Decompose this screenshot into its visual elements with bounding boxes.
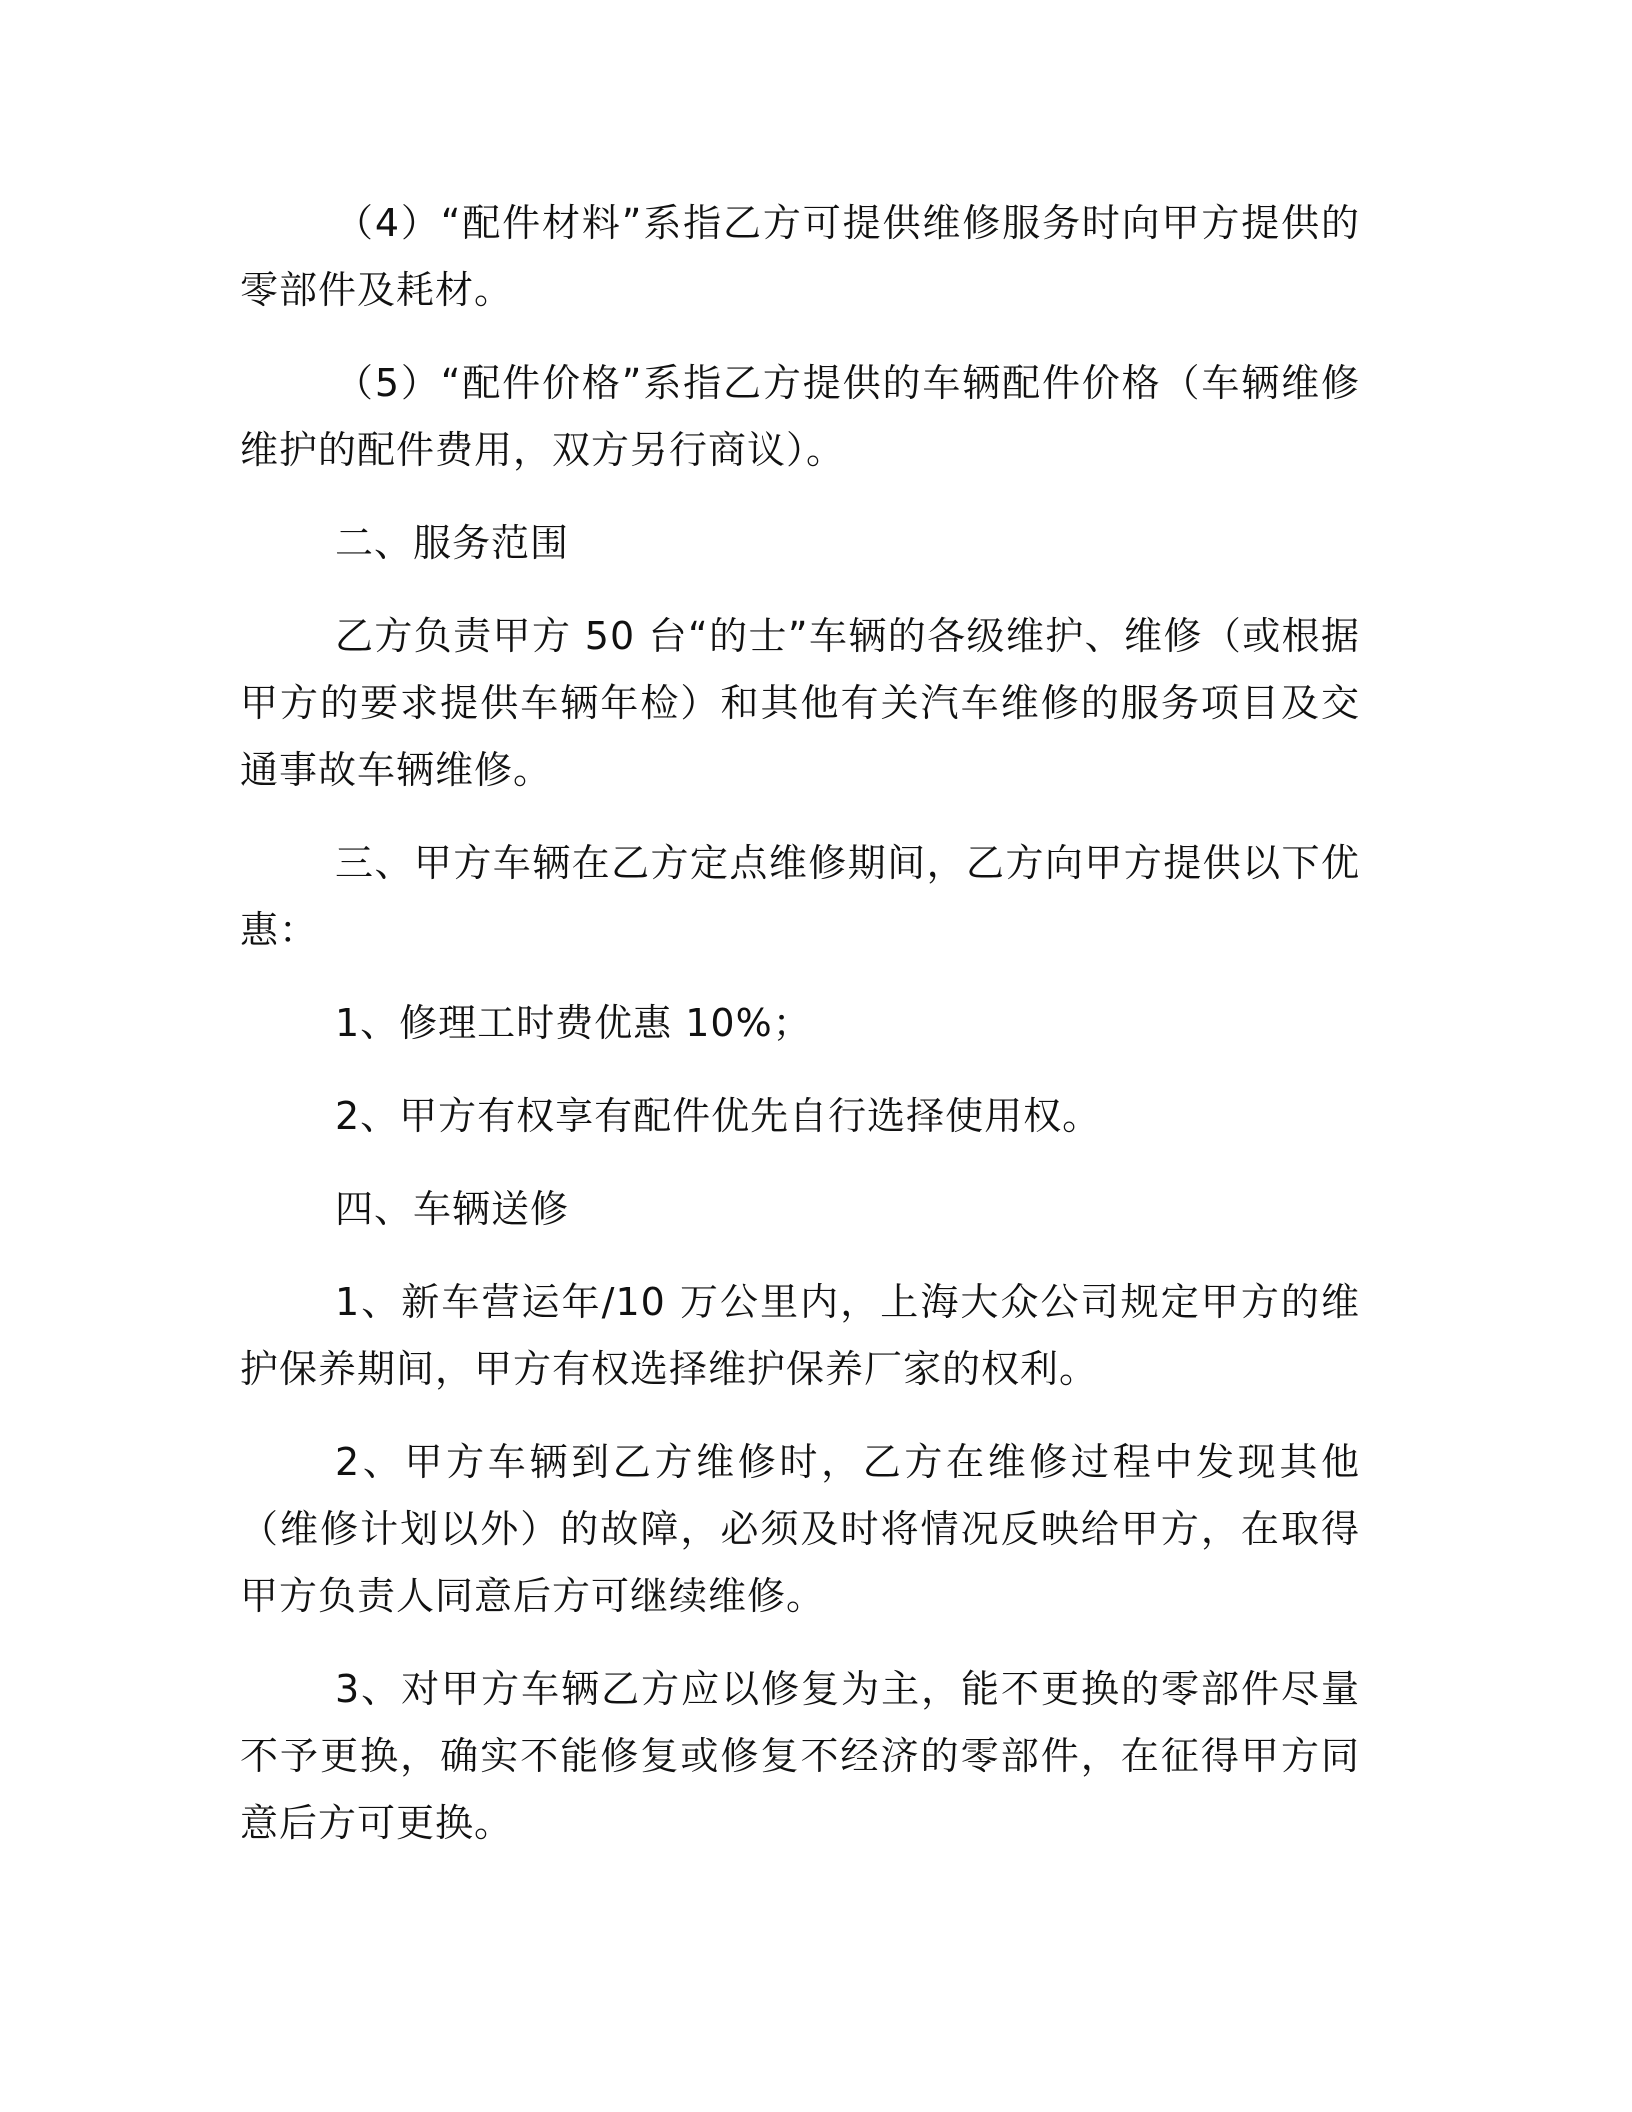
discount-item-1: 1、修理工时费优惠 10%； <box>335 1001 812 1045</box>
document-body <box>240 190 1360 1883</box>
discount-item-2: 2、甲方有权享有配件优先自行选择使用权。 <box>335 1094 1102 1138</box>
service-scope-text: 乙方负责甲方 50 台“的士”车辆的各级维护、维修（或根据甲方的要求提供车辆年检）和其他有关汽车维修的服务项目及交通事故车辆维修。 <box>240 614 1360 792</box>
section-heading-discounts: 三、甲方车辆在乙方定点维修期间，乙方向甲方提供以下优惠： <box>240 841 1360 952</box>
section-heading-service-scope: 二、服务范围 <box>335 521 570 565</box>
definition-parts-materials: （4）“配件材料”系指乙方可提供维修服务时向甲方提供的零部件及耗材。 <box>240 201 1360 312</box>
repair-item-2: 2、甲方车辆到乙方维修时，乙方在维修过程中发现其他（维修计划以外）的故障，必须及时将情况反映给甲方，在取得甲方负责人同意后方可继续维修。 <box>240 1440 1360 1618</box>
repair-item-3: 3、对甲方车辆乙方应以修复为主，能不更换的零部件尽量不予更换，确实不能修复或修复不经济的零部件，在征得甲方同意后方可更换。 <box>240 1667 1360 1845</box>
section-heading-vehicle-repair: 四、车辆送修 <box>335 1187 570 1231</box>
definition-parts-price: （5）“配件价格”系指乙方提供的车辆配件价格（车辆维修维护的配件费用，双方另行商议）。 <box>240 361 1360 472</box>
repair-item-1: 1、新车营运年/10 万公里内，上海大众公司规定甲方的维护保养期间，甲方有权选择维护保养厂家的权利。 <box>240 1280 1360 1391</box>
